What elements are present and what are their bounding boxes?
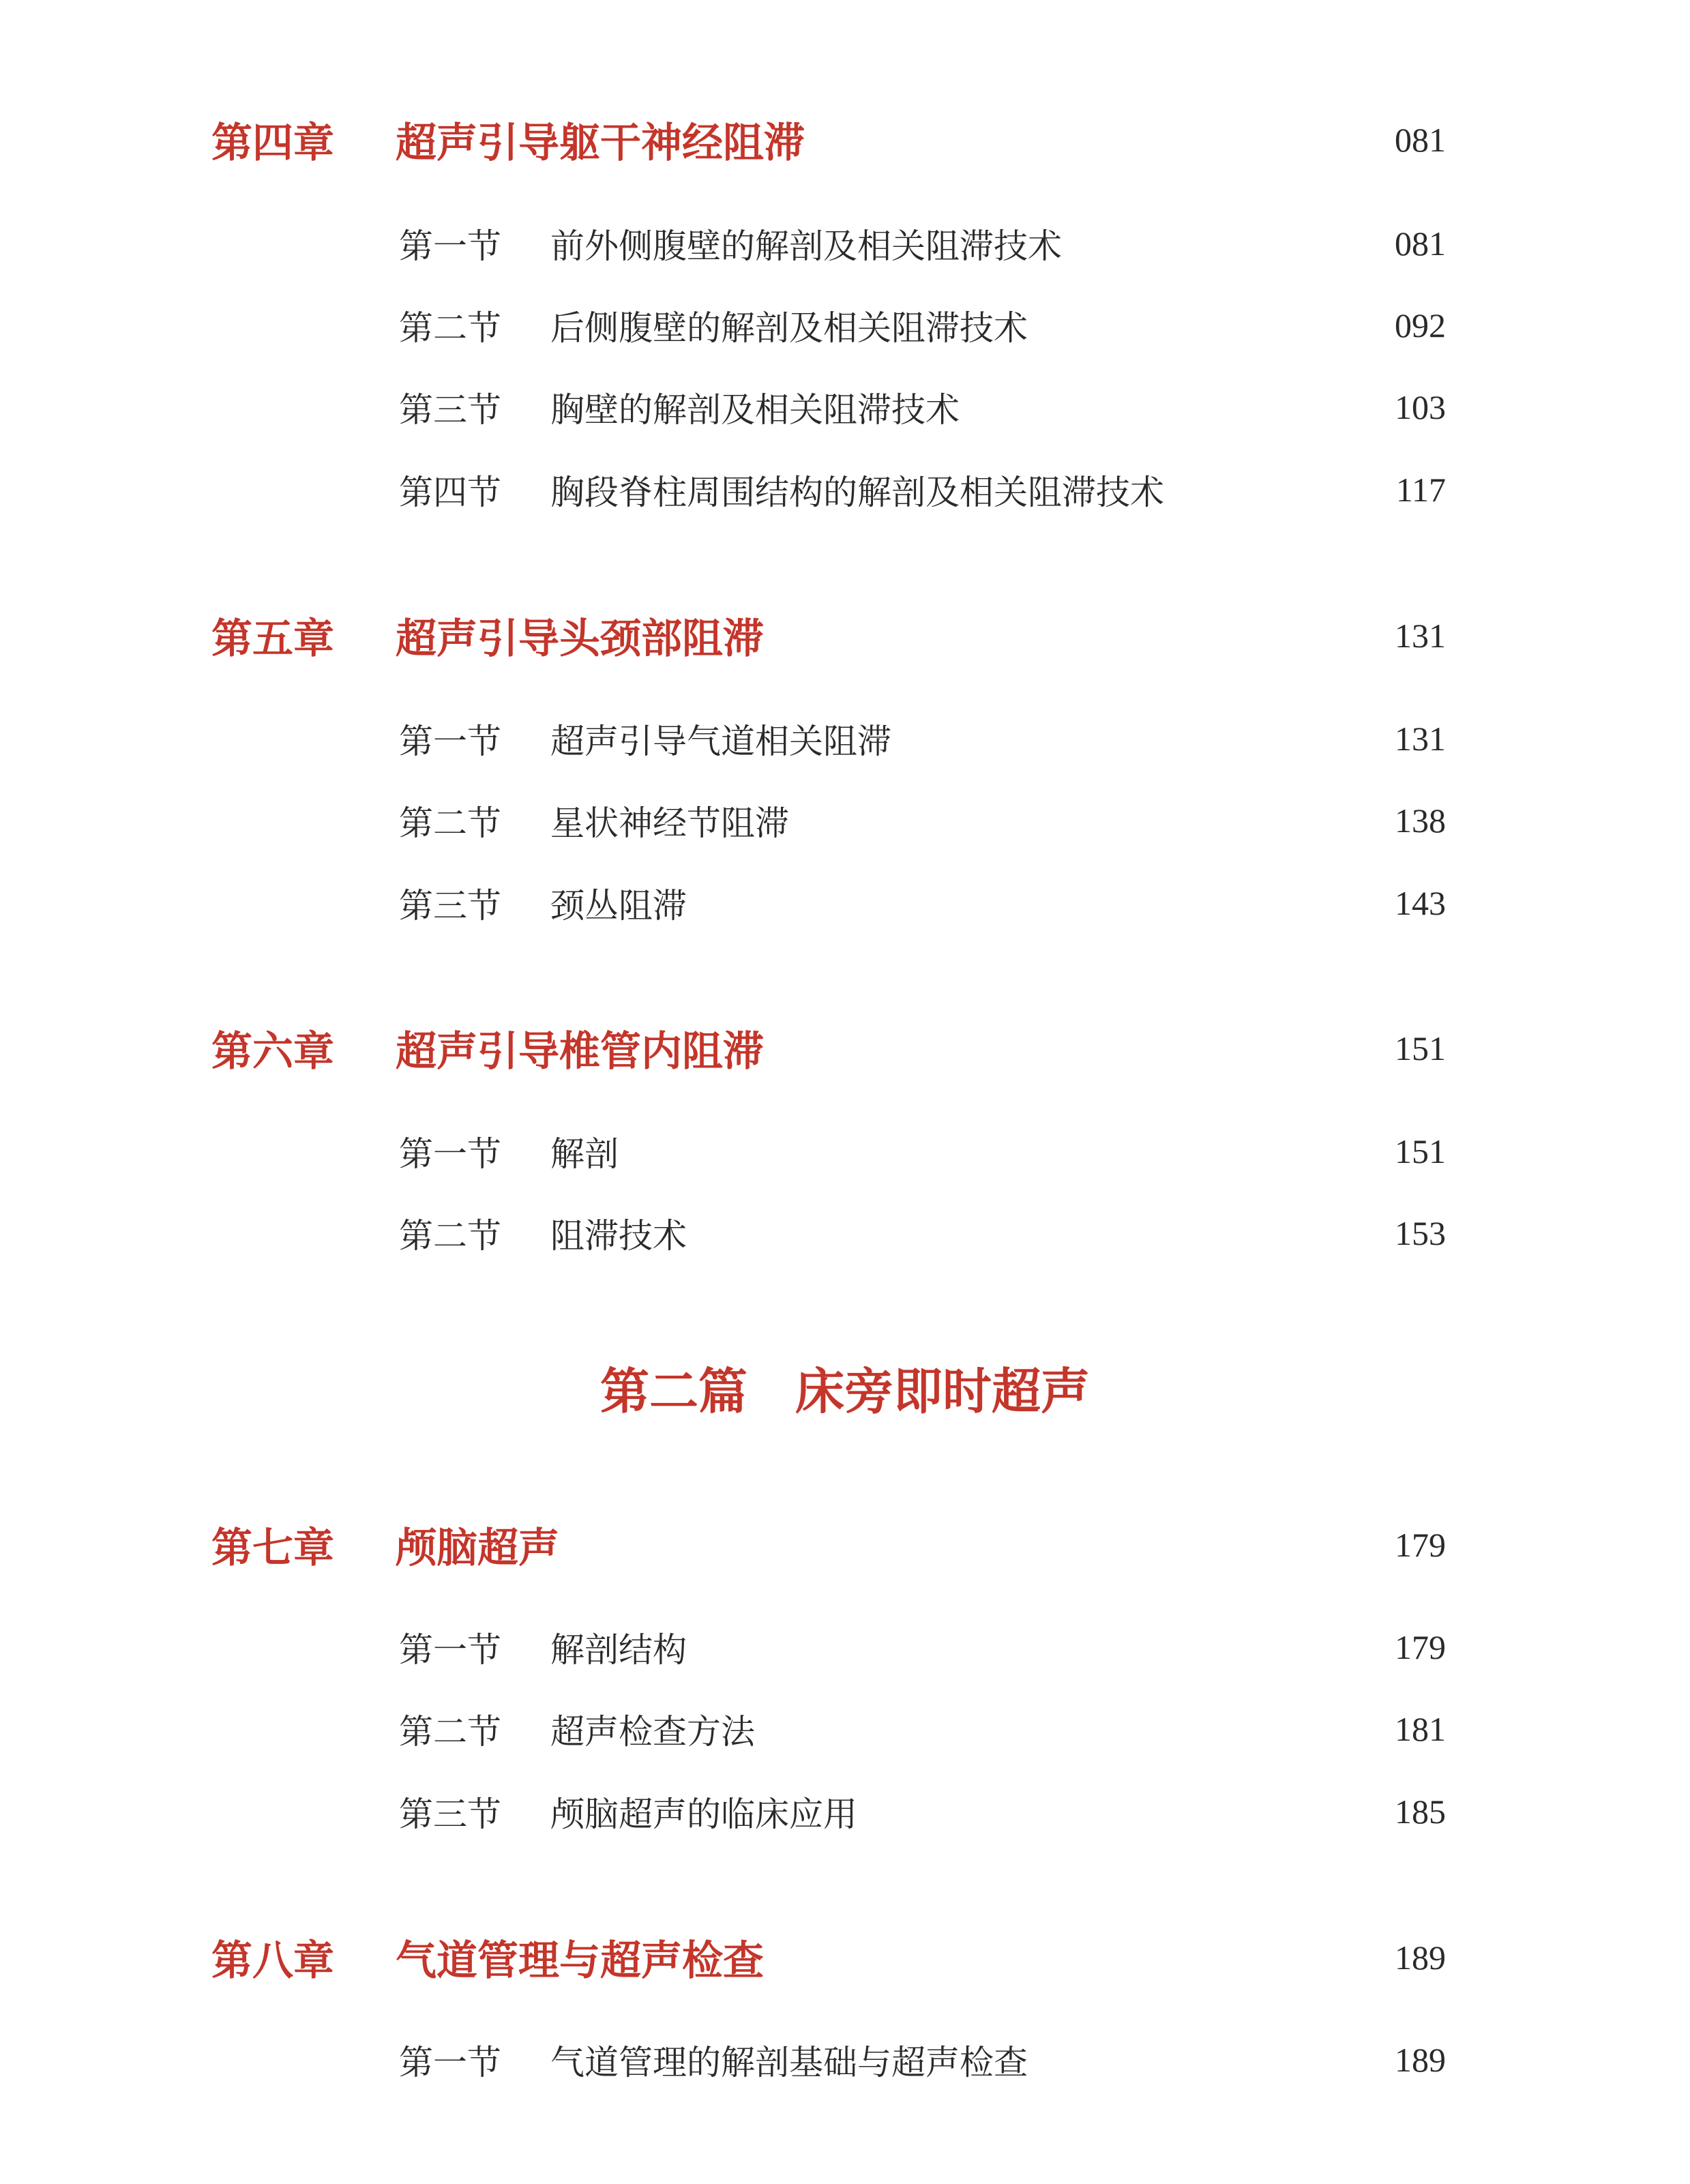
page-number: 138: [1395, 801, 1446, 840]
toc-section[interactable]: [399, 295, 1446, 356]
toc-chapter-4[interactable]: [211, 109, 1446, 171]
toc-chapter-6[interactable]: [211, 1018, 1446, 1079]
section-title: 颈丛阻滞: [550, 886, 687, 926]
page-number: 131: [1395, 617, 1446, 655]
chapter-number: 第八章: [211, 1937, 334, 1985]
page-number: 081: [1395, 224, 1446, 263]
section-number: 第四节: [399, 473, 501, 512]
page-number: 117: [1395, 471, 1446, 509]
section-number: 第三节: [399, 1795, 501, 1834]
section-title: 颅脑超声的临床应用: [550, 1795, 857, 1834]
section-title: 前外侧腹壁的解剖及相关阻滞技术: [550, 226, 1062, 266]
page-number: 143: [1395, 884, 1446, 922]
section-number: 第三节: [399, 390, 501, 430]
chapter-number: 第四章: [211, 119, 334, 167]
section-number: 第二节: [399, 1216, 501, 1256]
toc-section[interactable]: [399, 1121, 1446, 1182]
section-title: 胸段脊柱周围结构的解剖及相关阻滞技术: [550, 473, 1164, 512]
page-number: 189: [1395, 2041, 1446, 2079]
toc-section[interactable]: [399, 1617, 1446, 1678]
chapter-title: 超声引导头颈部阻滞: [396, 615, 764, 663]
chapter-title: 超声引导躯干神经阻滞: [396, 119, 805, 167]
section-number: 第二节: [399, 1712, 501, 1752]
section-title: 阻滞技术: [550, 1216, 687, 1256]
page-number: 185: [1395, 1792, 1446, 1831]
page-number: 181: [1395, 1710, 1446, 1748]
page-number: 189: [1395, 1938, 1446, 1977]
chapter-number: 第七章: [211, 1524, 334, 1572]
section-number: 第一节: [399, 722, 501, 761]
section-number: 第二节: [399, 308, 501, 348]
section-number: 第一节: [399, 226, 501, 266]
toc-section[interactable]: [399, 1698, 1446, 1760]
chapter-title: 超声引导椎管内阻滞: [396, 1028, 764, 1076]
toc-section[interactable]: [399, 213, 1446, 274]
section-title: 超声引导气道相关阻滞: [550, 722, 891, 761]
section-title: 后侧腹壁的解剖及相关阻滞技术: [550, 308, 1028, 348]
section-number: 第三节: [399, 886, 501, 926]
toc-section[interactable]: [399, 377, 1446, 438]
section-number: 第二节: [399, 803, 501, 843]
page-number: 131: [1395, 720, 1446, 758]
page-number: 179: [1395, 1526, 1446, 1564]
section-number: 第一节: [399, 1134, 501, 1174]
toc-chapter-8[interactable]: [211, 1927, 1446, 1988]
toc-section[interactable]: [399, 459, 1446, 520]
chapter-title: 颅脑超声: [396, 1524, 559, 1572]
chapter-number: 第六章: [211, 1028, 334, 1076]
toc-section[interactable]: [399, 872, 1446, 934]
toc-section[interactable]: [399, 790, 1446, 851]
page-number: 179: [1395, 1628, 1446, 1666]
part-heading: [0, 1354, 1690, 1429]
page-number: 151: [1395, 1029, 1446, 1067]
section-title: 气道管理的解剖基础与超声检查: [550, 2043, 1028, 2082]
toc-section[interactable]: [399, 1202, 1446, 1264]
section-title: 解剖结构: [550, 1630, 687, 1670]
toc-chapter-7[interactable]: [211, 1514, 1446, 1576]
page-number: 092: [1395, 306, 1446, 344]
section-title: 超声检查方法: [550, 1712, 755, 1752]
part-number: 第二篇: [599, 1362, 747, 1420]
section-number: 第一节: [399, 1630, 501, 1670]
page-number: 103: [1395, 388, 1446, 426]
section-number: 第一节: [399, 2043, 501, 2082]
page-number: 151: [1395, 1132, 1446, 1170]
toc-section[interactable]: [399, 708, 1446, 769]
chapter-title: 气道管理与超声检查: [396, 1937, 764, 1985]
section-title: 解剖: [550, 1134, 619, 1174]
toc-section[interactable]: [399, 2029, 1446, 2091]
toc-chapter-5[interactable]: [211, 605, 1446, 666]
chapter-number: 第五章: [211, 615, 334, 663]
page-number: 081: [1395, 121, 1446, 159]
toc-section[interactable]: [399, 1781, 1446, 1842]
section-title: 星状神经节阻滞: [550, 803, 789, 843]
section-title: 胸壁的解剖及相关阻滞技术: [550, 390, 960, 430]
page-number: 153: [1395, 1214, 1446, 1252]
part-title: 床旁即时超声: [795, 1362, 1091, 1420]
